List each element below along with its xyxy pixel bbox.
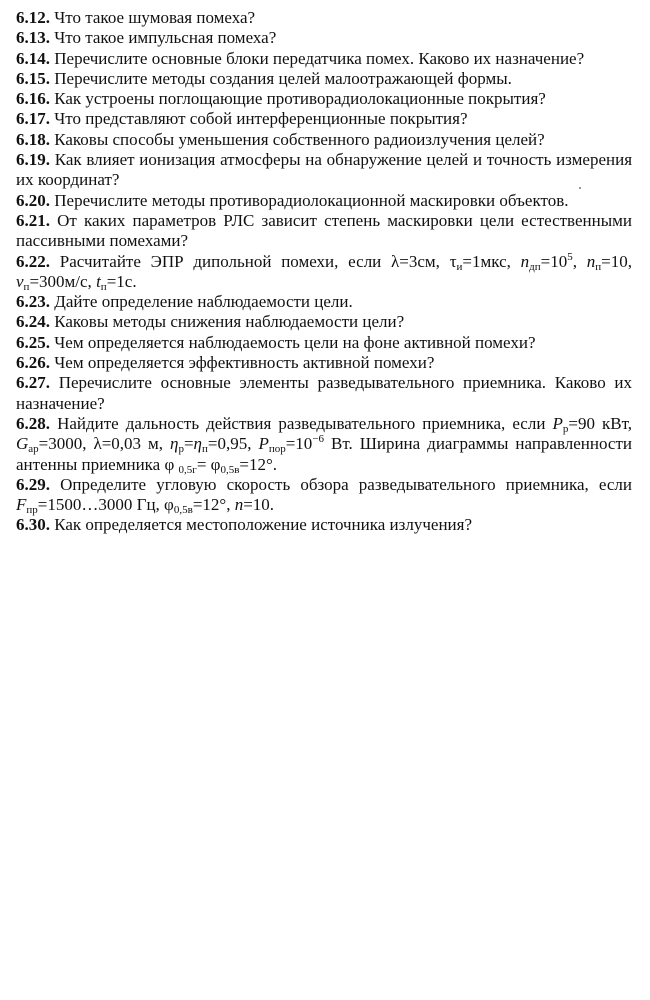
question-number: 6.13. [16, 28, 50, 48]
variable: η [193, 434, 202, 454]
question-number: 6.17. [16, 109, 50, 129]
question-text: Как влияет ионизация атмосферы на обнаружение целей и точность измерения их координат? [16, 150, 633, 190]
question-6-23 [16, 292, 632, 312]
question-text [16, 252, 632, 291]
subscript: пор [268, 443, 286, 456]
question-number: 6.29. [16, 474, 50, 494]
question-6-19 [16, 150, 632, 191]
question-6-28 [16, 414, 632, 475]
question-6-12 [16, 8, 632, 28]
question-number: 6.12. [16, 8, 50, 27]
variable: t [96, 271, 101, 291]
question-text: Каковы способы уменьшения собственного радиоизлучения целей? [54, 129, 545, 149]
question-6-26 [16, 353, 632, 373]
variable: P [258, 434, 269, 454]
question-text: Чем определяется эффективность активной помехи? [54, 353, 435, 373]
text-run: Расчитайте ЭПР дипольной помехи, если λ=3см, τ [59, 251, 457, 271]
text-run: = φ [196, 454, 221, 474]
question-6-30 [16, 515, 632, 535]
question-text: Перечислите основные блоки передатчика помех. Каково их назначение? [54, 48, 585, 68]
subscript: 0,5в [173, 504, 193, 517]
superscript: 5 [567, 250, 573, 263]
text-run: =1500…3000 Гц, φ [37, 495, 174, 515]
question-text: Перечислите основные элементы разведывательного приемника. Каково их назначение? [16, 373, 633, 413]
variable: F [16, 495, 27, 515]
question-6-13 [16, 28, 632, 48]
question-number: 6.25. [16, 332, 50, 352]
subscript: р [178, 443, 184, 456]
subscript: и [456, 260, 463, 273]
question-text: Дайте определение наблюдаемости цели. [54, 292, 353, 312]
question-number: 6.14. [16, 48, 50, 68]
question-number: 6.19. [16, 150, 50, 170]
subscript: п [595, 260, 602, 273]
variable: n [520, 251, 530, 271]
question-text: Как устроены поглощающие противорадиолокационные покрытия? [54, 89, 546, 109]
question-text: От каких параметров РЛС зависит степень маскировки цели естественными пассивными помехами? [16, 210, 633, 251]
variable: η [170, 434, 179, 454]
text-run: =1мкс, [462, 251, 521, 271]
question-text: Перечислите методы противорадиолокационной маскировки объектов. [54, 190, 569, 210]
text-run: =10. [243, 495, 275, 515]
question-number: 6.27. [16, 373, 50, 393]
subscript: 0,5в [220, 463, 240, 476]
subscript: п [100, 280, 107, 293]
variable: P [552, 413, 563, 433]
question-text: Чем определяется наблюдаемость цели на фоне активной помехи? [54, 332, 536, 352]
question-list [16, 8, 632, 536]
text-run: =10 [540, 251, 568, 271]
question-number: 6.24. [16, 312, 50, 332]
variable: G [16, 434, 29, 454]
subscript: 0,5г [178, 463, 197, 476]
question-number: 6.20. [16, 190, 50, 210]
question-text [16, 474, 632, 517]
text-run: Найдите дальность действия разведывательного приемника, если [57, 413, 553, 433]
text-run: =0,95, [207, 434, 259, 454]
subscript: пр [26, 504, 38, 517]
question-text: Перечислите методы создания целей малоотражающей формы. [54, 68, 512, 88]
text-run: =90 кВт, [568, 413, 633, 433]
question-6-17 [16, 109, 632, 129]
question-text: Что представляют собой интерференционные покрытия? [54, 109, 468, 129]
question-number: 6.30. [16, 515, 50, 535]
variable: n [234, 495, 244, 515]
question-6-22 [16, 252, 632, 293]
question-6-16 [16, 89, 632, 109]
superscript: −6 [312, 433, 325, 446]
question-text: Как определяется местоположение источника излучения? [54, 515, 473, 535]
question-6-27 [16, 373, 632, 414]
text-run: =1с. [106, 271, 137, 291]
subscript: р [562, 422, 569, 435]
text-run: =3000, λ=0,03 м, [38, 434, 171, 454]
subscript: дп [529, 260, 541, 273]
question-number: 6.22. [16, 251, 50, 271]
question-6-21 [16, 211, 632, 252]
question-number: 6.18. [16, 129, 50, 149]
subscript: ар [28, 443, 39, 456]
variable: n [586, 251, 596, 271]
text-run: =10, [601, 251, 633, 271]
question-number: 6.23. [16, 292, 50, 312]
question-6-15 [16, 69, 632, 89]
question-number: 6.16. [16, 89, 50, 109]
question-6-24 [16, 312, 632, 332]
text-run: , [572, 251, 587, 271]
subscript: п [23, 280, 30, 293]
text-run: Определите угловую скорость обзора разведывательного приемника, если [60, 474, 632, 494]
text-run: =10 [285, 434, 313, 454]
question-6-25 [16, 333, 632, 353]
question-number: 6.26. [16, 353, 50, 373]
question-text: Что такое шумовая помеха? [54, 8, 256, 27]
variable: v [16, 271, 24, 291]
question-number: 6.28. [16, 413, 50, 433]
text-run: = [183, 434, 194, 454]
question-number: 6.21. [16, 210, 50, 230]
text-run: =12°, [192, 495, 235, 515]
question-text: Каковы методы снижения наблюдаемости цели? [54, 312, 405, 332]
text-run: =12°. [239, 454, 278, 474]
question-6-20 [16, 191, 632, 211]
question-number: 6.15. [16, 68, 50, 88]
text-run: =300м/с, [29, 271, 97, 291]
question-6-29 [16, 475, 632, 516]
scan-speck [579, 187, 581, 189]
question-text: Что такое импульсная помеха? [54, 28, 277, 48]
question-6-14 [16, 49, 632, 69]
subscript: п [201, 443, 208, 456]
question-text [16, 414, 632, 474]
text-run: Вт. Ширина диаграммы направленности антенны приемника φ [16, 434, 632, 474]
question-6-18 [16, 130, 632, 150]
